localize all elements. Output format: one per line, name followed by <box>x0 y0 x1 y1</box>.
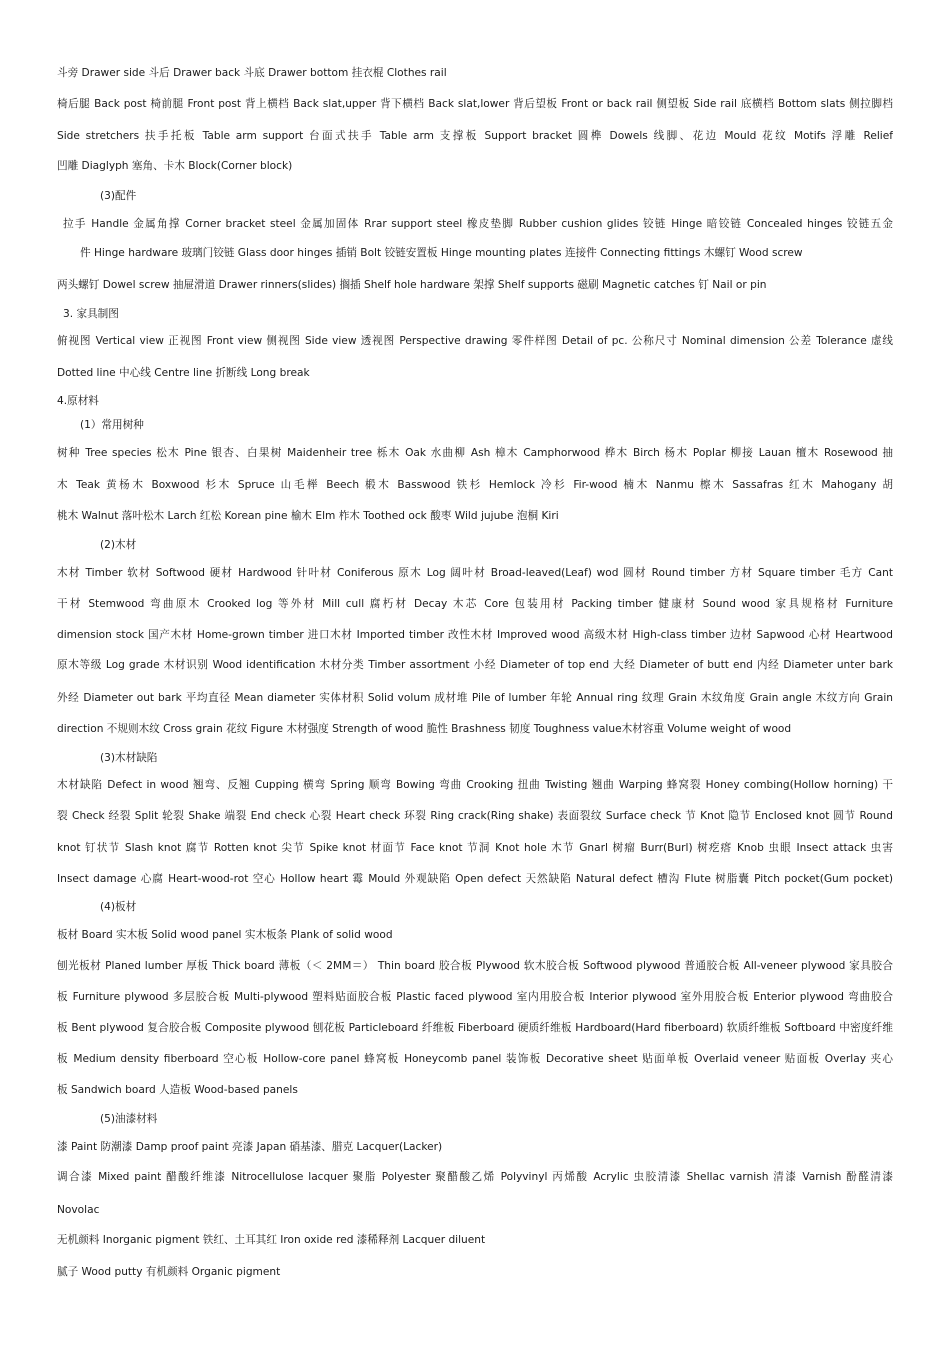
section-heading: (3)配件 <box>100 190 137 202</box>
text-line: 裂 Check 经裂 Split 轮裂 Shake 端裂 End check 心裂 Heart check 环裂 Ring crack(Ring shake) 表面裂纹 Surface check 节 Knot 隐节 Enclosed knot 圆节 Round <box>57 810 893 822</box>
section-heading: (2)木材 <box>100 539 137 551</box>
text-line: 木材缺陷 Defect in wood 翘弯、反翘 Cupping 横弯 Spring 顺弯 Bowing 弯曲 Crooking 扭曲 Twisting 翘曲 Warping 蜂窝裂 Honey combing(Hollow horning) 干 <box>57 779 893 791</box>
text-line: 干材 Stemwood 弯曲原木 Crooked log 等外材 Mill cull 腐朽材 Decay 木芯 Core 包装用材 Packing timber 健康材 Sound wood 家具规格材 Furniture <box>57 598 893 610</box>
text-line: 板 Furniture plywood 多层胶合板 Multi-plywood 塑料贴面胶合板 Plastic faced plywood 室内用胶合板 Interior plywood 室外用胶合板 Enterior plywood 弯曲胶合 <box>57 991 893 1003</box>
text-line: direction 不规则木纹 Cross grain 花纹 Figure 木材强度 Strength of wood 脆性 Brashness 韧度 Toughness value木材容重 Volume weight of wood <box>57 723 792 735</box>
text-line: knot 钉状节 Slash knot 腐节 Rotten knot 尖节 Spike knot 材面节 Face knot 节洞 Knot hole 木节 Gnarl 树瘤 Burr(Burl) 树疙瘩 Knob 虫眼 Insect attack 虫害 <box>57 842 893 854</box>
text-line: 俯视图 Vertical view 正视图 Front view 侧视图 Side view 透视图 Perspective drawing 零件样图 Detail of pc. 公称尺寸 Nominal dimension 公差 Tolerance 虚线 <box>57 335 893 347</box>
text-line: 桃木 Walnut 落叶松木 Larch 红松 Korean pine 榆木 Elm 柞木 Toothed ock 酸枣 Wild jujube 泡桐 Kiri <box>57 510 559 522</box>
text-line: 外经 Diameter out bark 平均直径 Mean diameter 实体材积 Solid volum 成材堆 Pile of lumber 年轮 Annual ring 纹理 Grain 木纹角度 Grain angle 木纹方向 Grain <box>57 692 893 704</box>
text-line: 两头螺钉 Dowel screw 抽屉滑道 Drawer rinners(slides) 搁插 Shelf hole hardware 架撑 Shelf supports 磁刷 Magnetic catches 钉 Nail or pin <box>57 279 767 291</box>
section-heading: (1）常用树种 <box>80 419 144 431</box>
text-line: Side stretchers 扶手托板 Table arm support 台面式扶手 Table arm 支撑板 Support bracket 圆榫 Dowels 线脚、花边 Mould 花纹 Motifs 浮雕 Relief <box>57 130 893 142</box>
section-heading: 3. 家具制图 <box>63 308 119 320</box>
text-line: 板 Medium density fiberboard 空心板 Hollow-core panel 蜂窝板 Honeycomb panel 装饰板 Decorative sheet 贴面单板 Overlaid veneer 贴面板 Overlay 夹心 <box>57 1053 893 1065</box>
text-line: 件 Hinge hardware 玻璃门铰链 Glass door hinges 插销 Bolt 铰链安置板 Hinge mounting plates 连接件 Connecting fittings 木螺钉 Wood screw <box>80 247 803 259</box>
text-line: Novolac <box>57 1204 100 1216</box>
text-line: 刨光板材 Planed lumber 厚板 Thick board 薄板（＜ 2MM＝） Thin board 胶合板 Plywood 软木胶合板 Softwood plywood 普通胶合板 All-veneer plywood 家具胶合 <box>57 960 893 972</box>
text-line: dimension stock 国产木材 Home-grown timber 进口木材 Imported timber 改性木材 Improved wood 高级木材 High-class timber 边材 Sapwood 心材 Heartwood <box>57 629 893 641</box>
section-heading: 4.原材料 <box>57 395 99 407</box>
text-line: 木 Teak 黄杨木 Boxwood 杉木 Spruce 山毛榉 Beech 椴木 Basswood 铁杉 Hemlock 冷杉 Fir-wood 楠木 Nanmu 檫木 Sassafras 红木 Mahogany 胡 <box>57 479 893 491</box>
text-line: 无机颜料 Inorganic pigment 铁红、土耳其红 Iron oxide red 漆稀释剂 Lacquer diluent <box>57 1234 486 1246</box>
text-line: 腻子 Wood putty 有机颜料 Organic pigment <box>57 1266 281 1278</box>
text-line: 板材 Board 实木板 Solid wood panel 实木板条 Plank of solid wood <box>57 929 393 941</box>
text-line: 斗旁 Drawer side 斗后 Drawer back 斗底 Drawer bottom 挂衣棍 Clothes rail <box>57 67 447 79</box>
text-line: 树种 Tree species 松木 Pine 银杏、白果树 Maidenheir tree 栎木 Oak 水曲柳 Ash 樟木 Camphorwood 桦木 Birch 杨木 Poplar 柳接 Lauan 檀木 Rosewood 抽 <box>57 447 893 459</box>
text-line: 板 Bent plywood 复合胶合板 Composite plywood 刨花板 Particleboard 纤维板 Fiberboard 硬质纤维板 Hardboard(Hard fiberboard) 软质纤维板 Softboard 中密度纤维 <box>57 1022 893 1034</box>
text-line: 漆 Paint 防潮漆 Damp proof paint 亮漆 Japan 硝基漆、腊克 Lacquer(Lacker) <box>57 1141 443 1153</box>
text-line: Dotted line 中心线 Centre line 折断线 Long break <box>57 367 310 379</box>
text-line: 木材 Timber 软材 Softwood 硬材 Hardwood 针叶材 Coniferous 原木 Log 阔叶材 Broad-leaved(Leaf) wod 圆材 Round timber 方材 Square timber 毛方 Cant <box>57 567 893 579</box>
section-heading: (4)板材 <box>100 901 137 913</box>
text-line: Insect damage 心腐 Heart-wood-rot 空心 Hollow heart 霉 Mould 外观缺陷 Open defect 天然缺陷 Natural defect 槽沟 Flute 树脂囊 Pitch pocket(Gum pocket) <box>57 873 893 885</box>
text-line: 椅后腿 Back post 椅前腿 Front post 背上横档 Back slat,upper 背下横档 Back slat,lower 背后望板 Front or back rail 侧望板 Side rail 底横档 Bottom slats 侧拉脚档 <box>57 98 893 110</box>
text-line: 调合漆 Mixed paint 醋酸纤维漆 Nitrocellulose lacquer 聚脂 Polyester 聚醋酸乙烯 Polyvinyl 丙烯酸 Acrylic 虫胶清漆 Shellac varnish 清漆 Varnish 酚醛清漆 <box>57 1171 893 1183</box>
section-heading: (5)油漆材料 <box>100 1113 158 1125</box>
section-heading: (3)木材缺陷 <box>100 752 158 764</box>
text-line: 拉手 Handle 金属角撑 Corner bracket steel 金属加固体 Rrar support steel 橡皮垫脚 Rubber cushion glides 铰链 Hinge 暗铰链 Concealed hinges 铰链五金 <box>63 218 893 230</box>
text-line: 板 Sandwich board 人造板 Wood-based panels <box>57 1084 298 1096</box>
text-line: 原木等级 Log grade 木材识别 Wood identification 木材分类 Timber assortment 小经 Diameter of top end 大经 Diameter of butt end 内经 Diameter unter bark <box>57 659 893 671</box>
text-line: 凹雕 Diaglyph 塞角、卡木 Block(Corner block) <box>57 160 293 172</box>
